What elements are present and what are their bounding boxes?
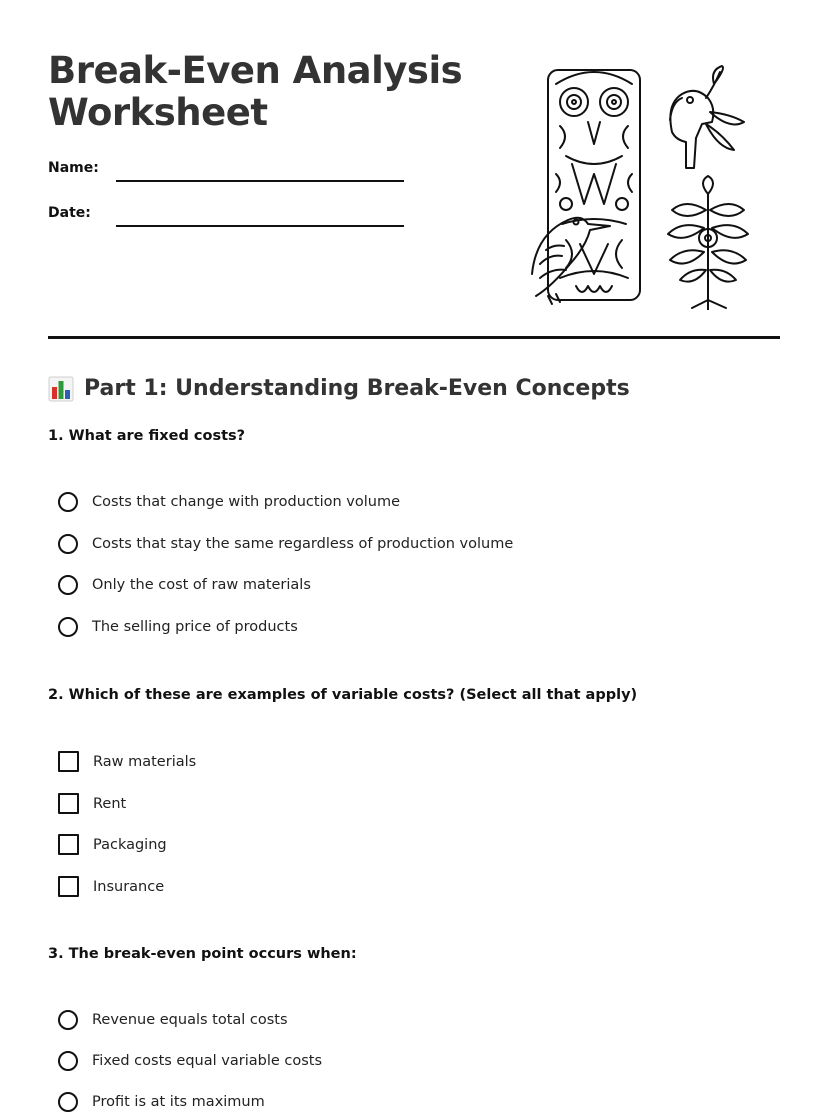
option-label: The selling price of products: [92, 619, 298, 635]
q2-option-4[interactable]: [58, 876, 164, 897]
name-label: Name:: [48, 160, 99, 176]
q2-option-3[interactable]: [58, 834, 167, 855]
option-label: Packaging: [93, 836, 167, 853]
option-label: Costs that change with production volume: [92, 494, 400, 510]
option-label: Raw materials: [93, 753, 197, 770]
q1-option-2[interactable]: [58, 534, 513, 554]
radio-button[interactable]: [58, 492, 78, 512]
option-label: Revenue equals total costs: [92, 1012, 288, 1028]
part-1-title: Part 1: Understanding Break-Even Concepts: [84, 376, 630, 401]
radio-button[interactable]: [58, 575, 78, 595]
q2-option-1[interactable]: [58, 751, 196, 772]
part-1-heading: [48, 374, 630, 404]
option-label: Costs that stay the same regardless of production volume: [92, 536, 514, 552]
question-2: 2. Which of these are examples of variable costs? (Select all that apply): [48, 687, 638, 703]
radio-button[interactable]: [58, 1051, 78, 1071]
title-line-1: Break-Even Analysis: [48, 49, 463, 92]
radio-button[interactable]: [58, 617, 78, 637]
option-label: Insurance: [93, 878, 165, 895]
question-3: 3. The break-even point occurs when:: [48, 946, 357, 962]
q1-option-4[interactable]: [58, 617, 298, 637]
title-line-2: Worksheet: [48, 91, 268, 134]
radio-button[interactable]: [58, 534, 78, 554]
q3-option-1[interactable]: [58, 1010, 288, 1030]
page-title: [48, 50, 462, 134]
name-field[interactable]: [116, 180, 404, 182]
q1-option-1[interactable]: [58, 492, 400, 512]
header-divider: [48, 336, 780, 339]
checkbox[interactable]: [58, 876, 79, 897]
radio-button[interactable]: [58, 1010, 78, 1030]
bar-chart-icon: [48, 376, 74, 402]
option-label: Fixed costs equal variable costs: [92, 1053, 323, 1069]
checkbox[interactable]: [58, 751, 79, 772]
checkbox[interactable]: [58, 793, 79, 814]
date-label: Date:: [48, 205, 91, 221]
option-label: Only the cost of raw materials: [92, 577, 311, 593]
q2-option-2[interactable]: [58, 793, 126, 814]
maori-carving-bird-plants-illustration: [526, 64, 756, 310]
date-field[interactable]: [116, 225, 404, 227]
q3-option-3[interactable]: [58, 1092, 265, 1112]
question-1: 1. What are fixed costs?: [48, 428, 246, 444]
option-label: Rent: [93, 795, 127, 812]
q1-option-3[interactable]: [58, 575, 311, 595]
checkbox[interactable]: [58, 834, 79, 855]
option-label: Profit is at its maximum: [92, 1094, 265, 1110]
radio-button[interactable]: [58, 1092, 78, 1112]
q3-option-2[interactable]: [58, 1051, 322, 1071]
